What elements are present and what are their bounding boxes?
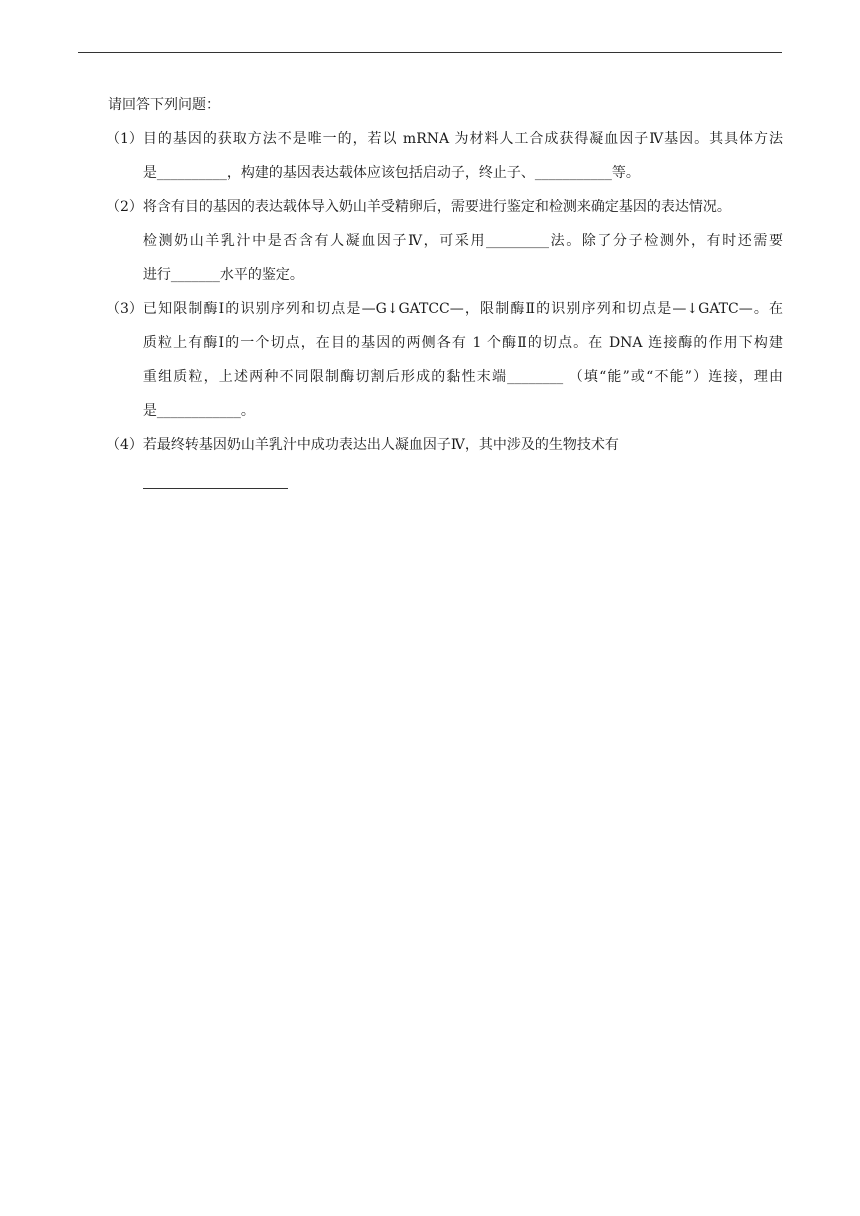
question-2 — [106, 190, 783, 292]
question-body — [143, 190, 783, 292]
question-line: 将含有目的基因的表达载体导入奶山羊受精卵后，需要进行鉴定和检测来确定基因的表达情况。 — [142, 199, 731, 215]
answer-blank — [143, 488, 288, 489]
question-line: 目的基因的获取方法不是唯一的，若以 mRNA 为材料人工合成获得凝血因子Ⅳ基因。其具体方法 — [142, 131, 783, 147]
header-rule — [78, 52, 782, 53]
question-number: （2） — [106, 199, 143, 215]
question-line: 是____________。 — [142, 403, 255, 419]
question-number: （4） — [106, 437, 143, 453]
question-number: （3） — [106, 301, 143, 317]
question-line: 是__________，构建的基因表达载体应该包括启动子，终止子、___________等。 — [142, 165, 640, 181]
question-line: 进行_______水平的鉴定。 — [142, 267, 304, 283]
question-3 — [106, 292, 783, 428]
question-line: 检测奶山羊乳汁中是否含有人凝血因子Ⅳ，可采用_________法。除了分子检测外，有时还需要 — [142, 233, 783, 249]
intro-text: 请回答下列问题： — [108, 97, 220, 113]
question-4 — [106, 428, 783, 496]
question-line: 若最终转基因奶山羊乳汁中成功表达出人凝血因子Ⅳ，其中涉及的生物技术有 — [142, 437, 619, 453]
question-number: （1） — [106, 131, 143, 147]
question-body — [143, 122, 783, 190]
question-body — [143, 292, 783, 428]
question-line: 已知限制酶Ⅰ的识别序列和切点是—G↓GATCC—，限制酶Ⅱ的识别序列和切点是—↓GATC—。在 — [142, 301, 783, 317]
question-content — [108, 88, 783, 496]
question-line: 质粒上有酶Ⅰ的一个切点，在目的基因的两侧各有 1 个酶Ⅱ的切点。在 DNA 连接酶的作用下构建 — [142, 335, 783, 351]
question-line: 重组质粒，上述两种不同限制酶切割后形成的黏性末端________ （填“能”或“不能”）连接，理由 — [142, 369, 783, 385]
question-body — [143, 428, 783, 496]
question-1 — [106, 122, 783, 190]
